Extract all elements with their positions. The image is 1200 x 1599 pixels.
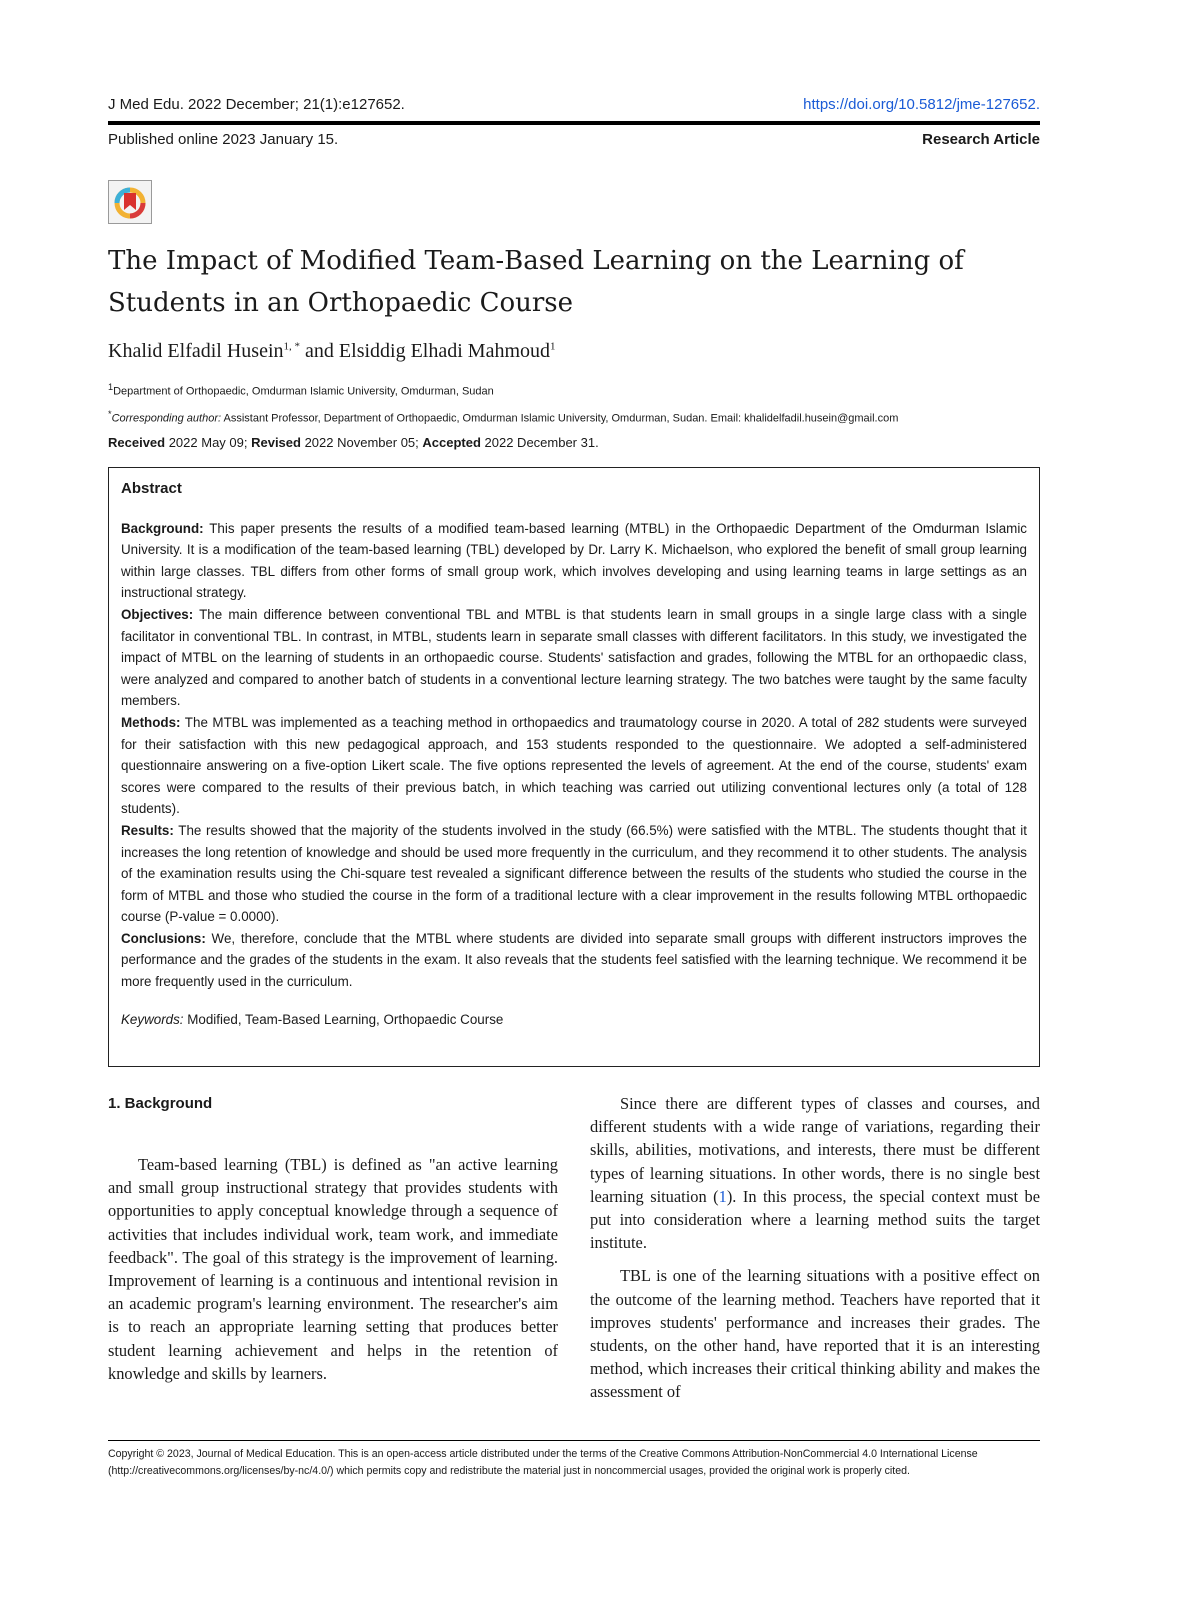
background-label: Background: — [121, 520, 204, 536]
published-date: Published online 2023 January 15. — [108, 131, 339, 148]
revised-label: Revised — [251, 435, 301, 450]
body-paragraph — [590, 1092, 1040, 1254]
accepted-date: 2022 December 31. — [480, 435, 599, 450]
affiliation-text: Department of Orthopaedic, Omdurman Islamic University, Omdurman, Sudan — [113, 385, 494, 398]
author-name: Khalid Elfadil Husein — [108, 340, 284, 362]
journal-citation: J Med Edu. 2022 December; 21(1):e127652. — [108, 96, 405, 113]
corresponding-author — [108, 409, 1040, 425]
author-connector: and — [300, 340, 339, 362]
abstract-heading: Abstract — [121, 480, 182, 497]
author-affiliation-marker: 1, * — [283, 340, 301, 353]
objectives-text: The main difference between conventional TBL and MTBL is that students learn in small groups in a single large class with a single facilitator in conventional TBL. In contrast, in MTBL, students learn in separate small classes with different facilitators. In this study, we investigated the impact of MTBL on the learning of students in an orthopaedic course. Students' satisfaction and grades, following the MTBL for an orthopaedic class, were analyzed and compared to another batch of students in a conventional lecture learning strategy. The two batches were taught by the same faculty members. — [121, 606, 1027, 709]
body-column-left — [108, 1092, 558, 1395]
crossmark-icon[interactable] — [108, 180, 152, 224]
copyright-footer: Copyright © 2023, Journal of Medical Education. This is an open-access article distributed under the terms of the Creative Commons Attribution-NonCommercial 4.0 International License (http://creativecommons.org/licenses/by-nc/4.0/) which permits copy and redistribute the material just in noncommercial usages, provided the original work is properly cited. — [108, 1448, 978, 1477]
body-column-right — [590, 1092, 1040, 1414]
header-rule — [108, 121, 1040, 125]
abstract-conclusions — [121, 928, 1027, 993]
corresponding-label: Corresponding author: — [111, 412, 222, 425]
article-type: Research Article — [922, 131, 1040, 148]
corresponding-text: Assistant Professor, Department of Orthopaedic, Omdurman Islamic University, Omdurman, Sudan. Email: khalidelfadil.husein@gmail.com — [221, 412, 899, 425]
author-name: Elsiddig Elhadi Mahmoud — [338, 340, 551, 362]
methods-text: The MTBL was implemented as a teaching method in orthopaedics and traumatology course in 2020. A total of 282 students were surveyed for their satisfaction with this new pedagogical approach, and 153 students responded to the questionnaire. We adopted a self-administered questionnaire answering on a five-option Likert scale. The five options represented the levels of agreement. At the end of the course, students' exam scores were compared to the results of their previous batch, in which teaching was carried out utilizing conventional lectures only (a total of 128 students). — [121, 714, 1027, 817]
conclusions-text: We, therefore, conclude that the MTBL where students are divided into separate small groups with different instructors improves the performance and the grades of the students in the exam. It also reveals that the students feel satisfied with the learning technique. We recommend it be more frequently used in the curriculum. — [121, 930, 1027, 990]
article-title: The Impact of Modified Team-Based Learning on the Learning of Students in an Orthopaedic Course — [108, 246, 964, 318]
body-text: Since there are different types of classes and courses, and different students with a wide range of variations, regarding their skills, abilities, motivations, and interests, there must be different types of learning situations. In other words, there is no single best learning situation ( — [590, 1094, 1040, 1206]
doi-link[interactable]: https://doi.org/10.5812/jme-127652. — [803, 96, 1040, 113]
paper-page — [108, 0, 1040, 1599]
results-text: The results showed that the majority of the students involved in the study (66.5%) were satisfied with the MTBL. The students thought that it increases the long retention of knowledge and should be used more frequently in the curriculum, and they recommend it to other students. The analysis of the examination results using the Chi-square test revealed a significant difference between the results of the students who studied the course in the form of MTBL and those who studied the course in the form of a traditional lecture with a clear improvement in the results following MTBL orthopaedic course (P-value = 0.0000). — [121, 822, 1027, 925]
header-publication-row — [108, 131, 1040, 148]
body-text: ). In this process, the special context must be put into consideration where a learning method suits the target institute. — [590, 1186, 1040, 1253]
results-label: Results: — [121, 822, 174, 838]
keywords — [121, 1009, 1027, 1031]
received-date: 2022 May 09; — [165, 435, 252, 450]
revised-date: 2022 November 05; — [300, 435, 423, 450]
body-paragraph: Team-based learning (TBL) is defined as "an active learning and small group instructional strategy that provides students with opportunities to apply conceptual knowledge through a sequence of activities that includes individual work, team work, and immediate feedback". The goal of this strategy is the improvement of learning. Improvement of learning is a continuous and intentional revision in an academic program's learning environment. The researcher's aim is to reach an appropriate learning setting that produces better student learning achievement and helps in the retention of knowledge and skills by learners. — [108, 1155, 558, 1383]
conclusions-label: Conclusions: — [121, 930, 206, 946]
objectives-label: Objectives: — [121, 606, 194, 622]
affiliation — [108, 382, 494, 398]
footer-rule — [108, 1440, 1040, 1441]
reference-link[interactable]: 1 — [718, 1186, 727, 1206]
section-heading: 1. Background — [108, 1095, 213, 1112]
methods-label: Methods: — [121, 714, 181, 730]
abstract-methods — [121, 712, 1027, 820]
abstract-results — [121, 820, 1027, 928]
received-label: Received — [108, 435, 166, 450]
corresponding-marker: * — [108, 409, 112, 419]
body-paragraph: TBL is one of the learning situations with a positive effect on the outcome of the learning method. Teachers have reported that it improves students' performance and increases their grades. The students, on the other hand, have reported that it is an interesting method, which increases their critical thinking ability and makes the assessment of — [590, 1266, 1040, 1402]
article-dates — [108, 435, 599, 450]
abstract-objectives — [121, 604, 1027, 712]
header-citation-row — [108, 96, 1040, 113]
accepted-label: Accepted — [422, 435, 481, 450]
keywords-label: Keywords: — [121, 1011, 184, 1027]
abstract-box — [108, 467, 1040, 1067]
background-text: This paper presents the results of a modified team-based learning (MTBL) in the Orthopaedic Department of the Omdurman Islamic University. It is a modification of the team-based learning (TBL) developed by Dr. Larry K. Michaelson, who explored the benefit of small group learning within large classes. TBL differs from other forms of small group work, which involves developing and using learning teams in large settings as an instructional strategy. — [121, 520, 1027, 601]
keywords-text: Modified, Team-Based Learning, Orthopaedic Course — [183, 1011, 504, 1027]
author-affiliation-marker: 1 — [550, 340, 556, 353]
affiliation-marker: 1 — [108, 382, 114, 392]
abstract-background — [121, 518, 1027, 604]
author-list — [108, 340, 556, 363]
